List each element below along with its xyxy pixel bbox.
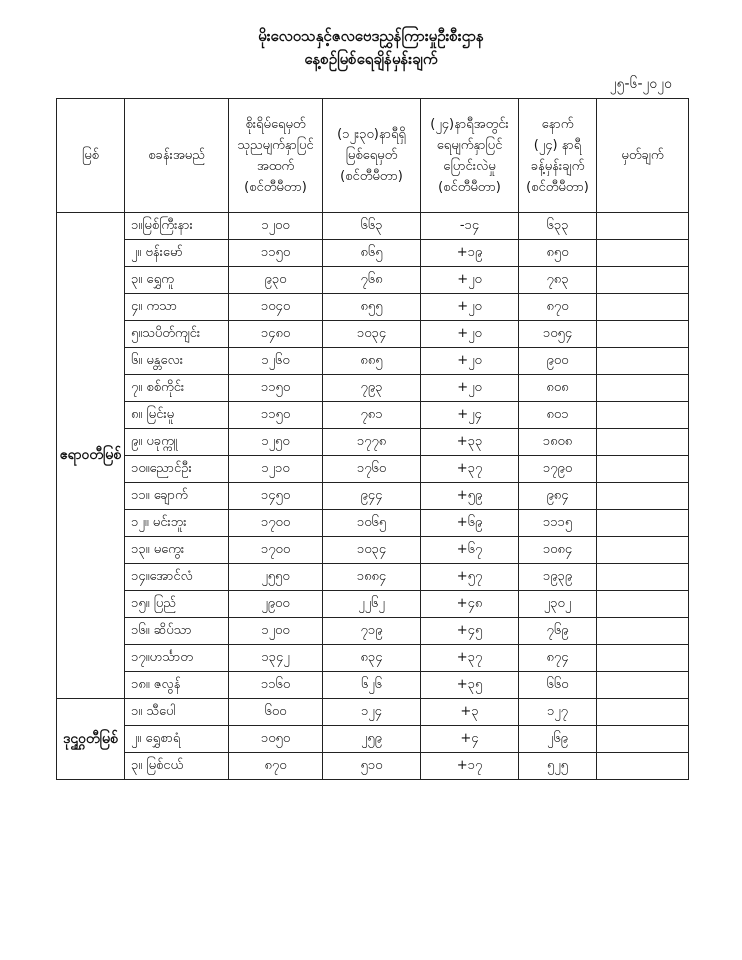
table-row [57,267,689,294]
header-station: စခန်းအမည် [125,99,229,213]
current-level-cell: ၁၀၃၄ [323,537,421,564]
header-forecast [519,99,597,213]
current-level-cell: ၉၄၄ [323,483,421,510]
table-row [57,348,689,375]
forecast-level-cell: ၆၆၀ [519,672,597,699]
remarks-cell [597,672,689,699]
station-name-cell: ၁၅။ ပြည် [125,591,229,618]
table-row [57,375,689,402]
station-name-cell: ၅။သပိတ်ကျင်း [125,321,229,348]
level-change-cell: +၃၇ [421,456,519,483]
level-change-cell: +၄၅ [421,618,519,645]
remarks-cell [597,321,689,348]
station-name-cell: ၁၁။ ချောက် [125,483,229,510]
remarks-cell [597,483,689,510]
header-forecast-line: ခန့်မှန်းချက် [530,158,585,174]
station-name-cell: ၈။ မြင်းမူ [125,402,229,429]
forecast-level-cell: ၂၃၀၂ [519,591,597,618]
level-change-cell: +၃၃ [421,429,519,456]
danger-level-cell: ၁၁၅၀ [229,402,323,429]
forecast-level-cell: ၁၇၉၀ [519,456,597,483]
station-name-cell: ၁၀။ညောင်ဦး [125,456,229,483]
river-name-cell: ဧရာဝတီမြစ် [57,213,125,699]
header-change [421,99,519,213]
current-level-cell: ၁၀၃၄ [323,321,421,348]
page-title: မိုးလေဝသနှင့်ဇလဗေဒညွှန်ကြားမှုဦးစီးဌာန [258,27,484,45]
current-level-cell: ၇၉၃ [323,375,421,402]
table-row [57,564,689,591]
remarks-cell [597,699,689,726]
danger-level-cell: ၁၂၀၀ [229,618,323,645]
table-row [57,429,689,456]
current-level-cell: ၆၂၆ [323,672,421,699]
table-body [57,213,689,780]
danger-level-cell: ၁၄၅၀ [229,483,323,510]
table-row [57,402,689,429]
forecast-level-cell: ၁၉၃၉ [519,564,597,591]
level-change-cell: +၁၇ [421,753,519,780]
station-name-cell: ၁။ သီပေါ [125,699,229,726]
level-change-cell: +၂၀ [421,321,519,348]
remarks-cell [597,240,689,267]
danger-level-cell: ၂၅၅၀ [229,564,323,591]
remarks-cell [597,645,689,672]
page-subtitle: နေ့စဉ်မြစ်ရေချိန်မှန်းချက် [304,50,438,68]
current-level-cell: ၁၇၇၈ [323,429,421,456]
danger-level-cell: ၂၉၀၀ [229,591,323,618]
remarks-cell [597,726,689,753]
station-name-cell: ၁၈။ ဇလွန် [125,672,229,699]
forecast-level-cell: ၂၆၉ [519,726,597,753]
danger-level-cell: ၁၀၅၀ [229,726,323,753]
report-date: ၂၅-၆-၂၀၂၀ [609,76,672,92]
station-name-cell: ၁၄။အောင်လံ [125,564,229,591]
remarks-cell [597,348,689,375]
danger-level-cell: ၁၁၆၀ [229,672,323,699]
table-row [57,726,689,753]
header-current-line: မြစ်ရေမှတ် [345,148,398,163]
header-danger-level [229,99,323,213]
danger-level-cell: ၁၂၅၀ [229,429,323,456]
table-row [57,510,689,537]
remarks-cell [597,537,689,564]
header-current-level [323,99,421,213]
header-current-line: (စင်တီမီတာ) [340,169,403,184]
current-level-cell: ၂၂၆၂ [323,591,421,618]
table-row [57,672,689,699]
current-level-cell: ၂၅၉ [323,726,421,753]
header-forecast-line: (စင်တီမီတာ) [526,179,589,195]
danger-level-cell: ၁၃၄၂ [229,645,323,672]
level-change-cell: +၁၉ [421,240,519,267]
remarks-cell [597,591,689,618]
table-row [57,645,689,672]
level-change-cell: +၃၅ [421,672,519,699]
station-name-cell: ၁၆။ ဆိပ်သာ [125,618,229,645]
current-level-cell: ၁၈၈၄ [323,564,421,591]
danger-level-cell: ၁၀၄၀ [229,294,323,321]
danger-level-cell: ၈၇၀ [229,753,323,780]
level-change-cell: +၅၉ [421,483,519,510]
remarks-cell [597,510,689,537]
header-change-line: (၂၄)နာရီအတွင်း [430,116,509,132]
forecast-level-cell: ၁၀၈၄ [519,537,597,564]
table-row [57,699,689,726]
station-name-cell: ၃။ မြစ်ငယ် [125,753,229,780]
table-row [57,321,689,348]
current-level-cell: ၁၂၄ [323,699,421,726]
forecast-level-cell: ၇၆၉ [519,618,597,645]
table-row [57,537,689,564]
station-name-cell: ၇။ စစ်ကိုင်း [125,375,229,402]
level-change-cell: +၃၇ [421,645,519,672]
forecast-level-cell: ၁၂၇ [519,699,597,726]
forecast-level-cell: ၈၇၀ [519,294,597,321]
level-change-cell: +၂၀ [421,267,519,294]
forecast-level-cell: ၈၀၁ [519,402,597,429]
header-danger-line: သုညမျက်နှာပြင် [237,137,314,153]
table-row [57,213,689,240]
station-name-cell: ၂။ ဗန်းမော် [125,240,229,267]
current-level-cell: ၆၆၃ [323,213,421,240]
station-name-cell: ၁၂။ မင်းဘူး [125,510,229,537]
danger-level-cell: ၁၂၁၀ [229,456,323,483]
danger-level-cell: ၁၇၀၀ [229,537,323,564]
header-current-line: (၁၂း၃၀)နာရီရှိ [337,127,406,142]
current-level-cell: ၈၆၅ [323,240,421,267]
level-change-cell: +၂၀ [421,348,519,375]
current-level-cell: ၇၆၈ [323,267,421,294]
remarks-cell [597,753,689,780]
current-level-cell: ၈၈၅ [323,348,421,375]
header-danger-line: အထက် [256,158,295,174]
current-level-cell: ၈၃၄ [323,645,421,672]
forecast-level-cell: ၇၈၃ [519,267,597,294]
current-level-cell: ၁၇၆၀ [323,456,421,483]
station-name-cell: ၁၇။ဟင်္သာတ [125,645,229,672]
forecast-level-cell: ၅၂၅ [519,753,597,780]
level-change-cell: +၄ [421,726,519,753]
danger-level-cell: ၁၄၈၀ [229,321,323,348]
level-change-cell: +၂၀ [421,294,519,321]
table-row [57,294,689,321]
table-header-row [57,99,689,213]
current-level-cell: ၅၁၀ [323,753,421,780]
forecast-level-cell: ၁၀၅၄ [519,321,597,348]
forecast-level-cell: ၈၅၀ [519,240,597,267]
level-change-cell: +၆၇ [421,537,519,564]
danger-level-cell: ၉၃၀ [229,267,323,294]
header-forecast-line: (၂၄) နာရီ [533,137,582,153]
header-remarks: မှတ်ချက် [597,99,689,213]
remarks-cell [597,213,689,240]
remarks-cell [597,375,689,402]
remarks-cell [597,618,689,645]
river-name-cell: ဒုဌ္ဌဝတီမြစ် [57,699,125,780]
danger-level-cell: ၁၇၀၀ [229,510,323,537]
header-forecast-line: နောက် [541,116,574,132]
forecast-level-cell: ၁၈၀၈ [519,429,597,456]
table-row [57,618,689,645]
level-change-cell: -၁၄ [421,213,519,240]
station-name-cell: ၃။ ရွှေကူ [125,267,229,294]
station-name-cell: ၁။မြစ်ကြီးနား [125,213,229,240]
header-change-line: ရေမျက်နှာပြင် [436,137,503,153]
level-change-cell: +၂၄ [421,402,519,429]
station-name-cell: ၉။ ပခုက္ကူ [125,429,229,456]
forecast-level-cell: ၆၃၃ [519,213,597,240]
danger-level-cell: ၁၂၀၀ [229,213,323,240]
danger-level-cell: ၁၂၆၀ [229,348,323,375]
header-river: မြစ် [57,99,125,213]
level-change-cell: +၂၀ [421,375,519,402]
current-level-cell: ၇၁၉ [323,618,421,645]
header-change-line: ပြောင်းလဲမှု [443,158,496,174]
danger-level-cell: ၆၀၀ [229,699,323,726]
remarks-cell [597,267,689,294]
current-level-cell: ၈၅၅ [323,294,421,321]
current-level-cell: ၁၀၆၅ [323,510,421,537]
forecast-level-cell: ၈၇၄ [519,645,597,672]
table-row [57,591,689,618]
level-change-cell: +၆၉ [421,510,519,537]
level-change-cell: +၅၇ [421,564,519,591]
danger-level-cell: ၁၁၅၀ [229,375,323,402]
station-name-cell: ၆။ မန္တလေး [125,348,229,375]
current-level-cell: ၇၈၁ [323,402,421,429]
remarks-cell [597,429,689,456]
table-row [57,753,689,780]
table-row [57,483,689,510]
station-name-cell: ၄။ ကသာ [125,294,229,321]
table-row [57,456,689,483]
forecast-level-cell: ၁၁၁၅ [519,510,597,537]
station-name-cell: ၁၃။ မကွေး [125,537,229,564]
table-row [57,240,689,267]
remarks-cell [597,456,689,483]
forecast-level-cell: ၈၀၈ [519,375,597,402]
remarks-cell [597,402,689,429]
forecast-level-cell: ၉၈၄ [519,483,597,510]
level-change-cell: +၃ [421,699,519,726]
danger-level-cell: ၁၁၅၀ [229,240,323,267]
remarks-cell [597,294,689,321]
forecast-level-cell: ၉၀၀ [519,348,597,375]
level-change-cell: +၄၈ [421,591,519,618]
header-danger-line: (စင်တီမီတာ) [244,179,307,195]
remarks-cell [597,564,689,591]
river-level-table [56,98,689,780]
header-danger-line: စိုးရိမ်ရေမှတ် [245,116,306,132]
header-change-line: (စင်တီမီတာ) [438,179,501,195]
station-name-cell: ၂။ ရွှေစာရံ [125,726,229,753]
